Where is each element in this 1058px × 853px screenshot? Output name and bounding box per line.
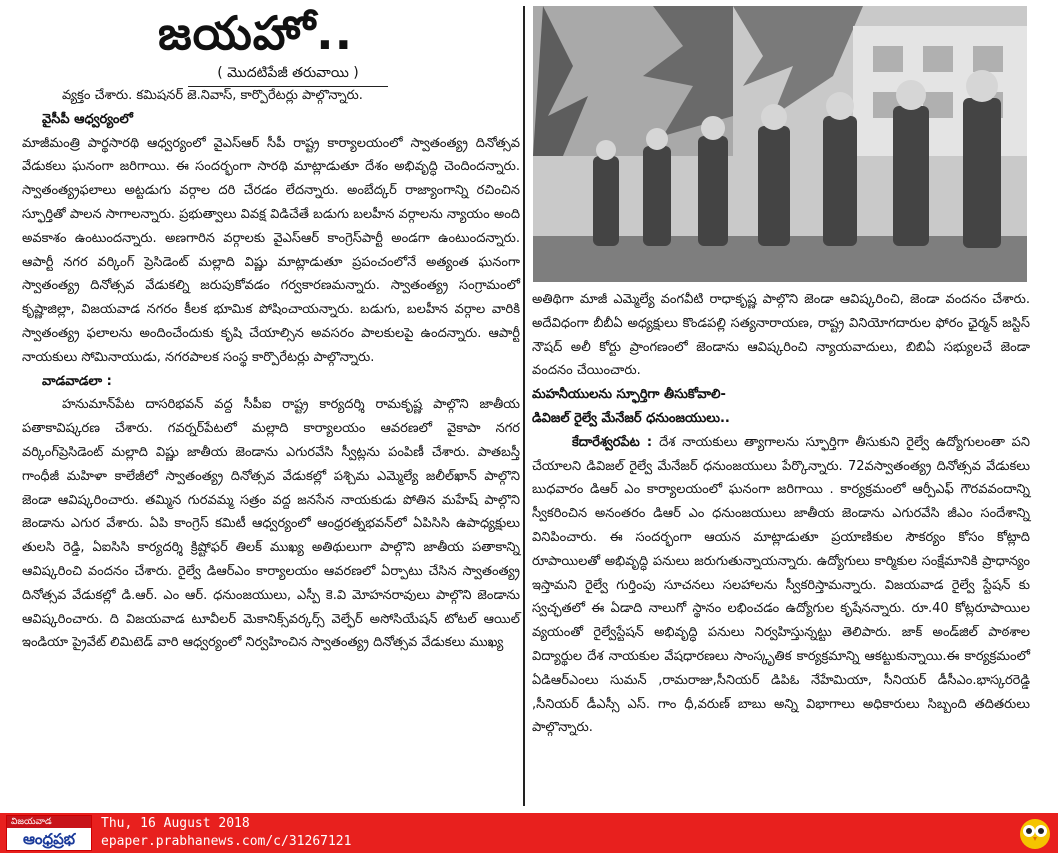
edition-date: Thu, 16 August 2018: [101, 816, 250, 831]
article-paragraph: [532, 431, 1030, 740]
dateline: కేదారేశ్వరపేట :: [572, 434, 660, 450]
headline: జయహో..: [158, 6, 354, 60]
subheading: మహనీయులను స్ఫూర్తిగా తీసుకోవాలి-: [532, 387, 726, 403]
parade-photo-graphic: [533, 6, 1027, 282]
footer-bar: [0, 813, 1058, 853]
article-paragraph: వ్యక్తం చేశారు. కమిషనర్ జె.నివాస్, కార్పొరేటర్లు పాల్గొన్నారు.: [62, 88, 363, 103]
subheading: వాడవాడలా :: [42, 373, 112, 389]
article-paragraph: మాజీమంత్రి పార్థసారథి ఆధ్వర్యంలో వైఎస్ఆర్ సీపీ రాష్ట్ర కార్యాలయంలో స్వాతంత్య్ర దినోత్సవ వేడుకలు ఘనంగా జరిగాయి. ఈ సందర్భంగా సారథి మాట్లాడుతూ దేశం అభివృద్ధి చెందిందన్నారు. స్వాతంత్య్రఫలాలు అట్టడుగు వర్గాల దరి చేరడం లేదన్నారు. అంబేద్కర్ రాజ్యాంగాన్ని రచించిన స్ఫూర్తితో పాలన సాగాలన్నారు. ప్రభుత్వాలు వివక్ష విడిచేతే బడుగు బలహీన వర్గాలను న్యాయం అంది అవకాశం ఉంటుందన్నారు. అణగారిన వర్గాలకు వైఎస్ఆర్ కాంగ్రెస్‌పార్టీ అండగా ఉంటుందన్నారు. ఆపార్టీ నగర వర్కింగ్ ప్రెసిడెంట్ మల్లాది విష్ణు మాట్లాడుతూ ప్రపంచంలోనే అత్యంత ఘనంగా స్వాతంత్య్ర దినోత్సవ వేడుకల్ని జరుపుకోవడం గర్వకారణమన్నారు. స్వాతంత్య్ర సంగ్రామంలో కృష్ణాజిల్లా, విజయవాడ నగరం కీలక భూమిక పోషించాయన్నారు. బడుగు, బలహీన వర్గాల వారికి స్వాతంత్య్ర ఫలాలను అందించేందుకు కృషి చేయాల్సిన అవసరం పాలకులపై ఉందన్నారు. ఆపార్టీ నాయకులు సోమినాయుడు, నగరపాలక సంస్థ కార్పొరేటర్లు పాల్గొన్నారు.: [22, 135, 520, 365]
subheading: వైసీపీ ఆధ్వర్యంలో: [42, 111, 133, 127]
subheading: డివిజల్ రైల్వే మేనేజర్ ధనుంజయులు..: [532, 410, 730, 426]
brand-logo: [6, 815, 92, 851]
epaper-url[interactable]: epaper.prabhanews.com/c/31267121: [101, 834, 352, 849]
parade-photo: [533, 6, 1027, 282]
brand-name: ఆంధ్రప్రభ: [22, 830, 76, 848]
column-divider: [523, 6, 525, 806]
right-column: [532, 288, 1030, 740]
continued-from-front-page: ( మొదటిపేజీ తరువాయి ): [188, 62, 388, 87]
paragraph-text: దేశ నాయకులు త్యాగాలను స్ఫూర్తిగా తీసుకుని రైల్వే ఉద్యోగులంతా పని చేయాలని డివిజల్ రైల్వే మేనేజర్ ధనుంజయులు పేర్కొన్నారు. 72వస్వాతంత్య్ర దినోత్సవ వేడుకలు బుధవారం డిఆర్ ఎం కార్యాలయంలో ఘనంగా జరిగాయి . కార్యక్రమంలో ఆర్పీఎఫ్ గౌరవవందాన్ని స్వీకరించిన అనంతరం డిఆర్ ఎం ధనుంజయులు జాతీయ జెండాను ఎగురవేసి జీఎం సందేశాన్ని వినిపించారు. ఈ సందర్భంగా ఆయన మాట్లాడుతూ ప్రయాణికుల సౌకర్యం కోసం కోట్లాది రూపాయిలతో అభివృద్ధి పనులు జరుగుతున్నాయన్నారు. ఉద్యోగులు కార్మికుల సంక్షేమానికి ప్రాధాన్యం ఇస్తామని రైల్వే గుర్తింపు సూచనలు సలహాలను స్వీకరిస్తామన్నారు. విజయవాడ రైల్వే స్టేషన్ కు స్వచ్ఛతలో ఈ ఏడాది నాలుగో స్థానం లభించడం ఉద్యోగుల కృషేనన్నారు. రూ.40 కోట్లరూపాయిల వ్యయంతో రైల్వేస్టేషన్ అభివృద్ధి పనులు నిర్వహిస్తున్నట్టు తెలిపారు. జాక్ అండ్‌జిల్ పాఠశాల విద్యార్థుల దేశ నాయకుల వేషధారణలు సాంస్కృతిక కార్యక్రమాన్ని ఆకట్టుకున్నాయి.ఈ కార్యక్రమంలో ఏడిఆర్ఎంలు సుమన్ ,రామరాజు,సీనియర్ డిపిఓ నేహేమియా, సీనియర్ డీసీఎం.భాస్కరరెడ్డి ,సీనియర్ డీఎస్సీ ఎస్. గాం ధీ,వరుణ్ బాబు అన్ని విభాగాలు అధికారులు సిబ్బంది తదితరులు పాల్గొన్నారు.: [532, 434, 1030, 736]
owl-icon[interactable]: [1018, 816, 1052, 850]
brand-edition: విజయవాడ: [7, 816, 91, 828]
article-paragraph: అతిథిగా మాజీ ఎమ్మెల్యే వంగవీటి రాధాకృష్ణ పాల్గొని జెండా ఆవిష్కరించి, జెండా వందనం చేశారు. అదేవిధంగా బీబీఏ అధ్యక్షులు కొండపల్లి సత్యనారాయణ, రాష్ట్ర వినియోగదారుల ఫోరం ఛైర్మన్ జస్టిస్ నౌషద్ అలీ కోర్టు ప్రాంగణంలో జెండాను ఆవిష్కరించి న్యాయవాదులు, బిబిఏ సభ్యులచే జెండా వందనం చేయించారు.: [532, 292, 1030, 379]
left-column: [22, 84, 520, 655]
article-paragraph: హనుమాన్‌పేట దాసరిభవన్ వద్ద సీపీఐ రాష్ట్ర కార్యదర్శి రామకృష్ణ పాల్గొని జాతీయ పతాకావిష్కరణ చేశారు. గవర్నర్‌పేటలో మల్లాది కార్యాలయం ఆవరణలో వైకాపా నగర వర్కింగ్‌ప్రెసిడెంట్ మల్లాది విష్ణు జాతీయ జెండాను ఎగురవేసి స్వీట్లను పంపిణీ చేశారు. పాతబస్తీ గాంధీజీ మహిళా కాలేజీలో స్వాతంత్య్ర దినోత్సవ వేడుకల్లో పశ్చిమ ఎమ్మెల్యే జలీల్‌ఖాన్ పాల్గొని జెండా ఆవిష్కరించారు. తమ్మిన గురవమ్మ సత్రం వద్ద జనసేన నాయకుడు పోతిన మహేష్ పాల్గొని జెండాను ఎగుర వేశారు. ఏపి కాంగ్రెస్ కమిటీ ఆధ్వర్యంలో ఆంధ్రరత్నభవన్‌లో ఏపిసిసి ఉపాధ్యక్షులు తులసి రెడ్డి, ఏఐసిసి కార్యదర్శి క్రిష్టోఫర్ తిలక్ ముఖ్య అతిథులుగా పాల్గొని జాతీయ పతాకాన్ని ఆవిష్కరించి వందనం చేశారు. రైల్వే డిఆర్ఎం కార్యాలయం ఆవరణలో ఏర్పాటు చేసిన స్వాతంత్య్ర దినోత్సవ వేడుకల్లో డి.ఆర్. ఎం ఆర్. ధనుంజయులు, ఎస్పీ కె.వి మోహనరావులు పాల్గొని జెండాను ఆవిష్కరించారు. ది విజయవాడ టూవీలర్ మెకానిక్స్‌వర్కర్స్ వెల్ఫేర్ అసోసియేషన్ టోటల్ ఆయిల్ ఇండియా ప్రైవేట్ లిమిటెడ్ వారి ఆధ్వర్యంలో నిర్వహించిన స్వాతంత్య్ర దినోత్సవ వేడుకలు ముఖ్య: [22, 397, 520, 651]
